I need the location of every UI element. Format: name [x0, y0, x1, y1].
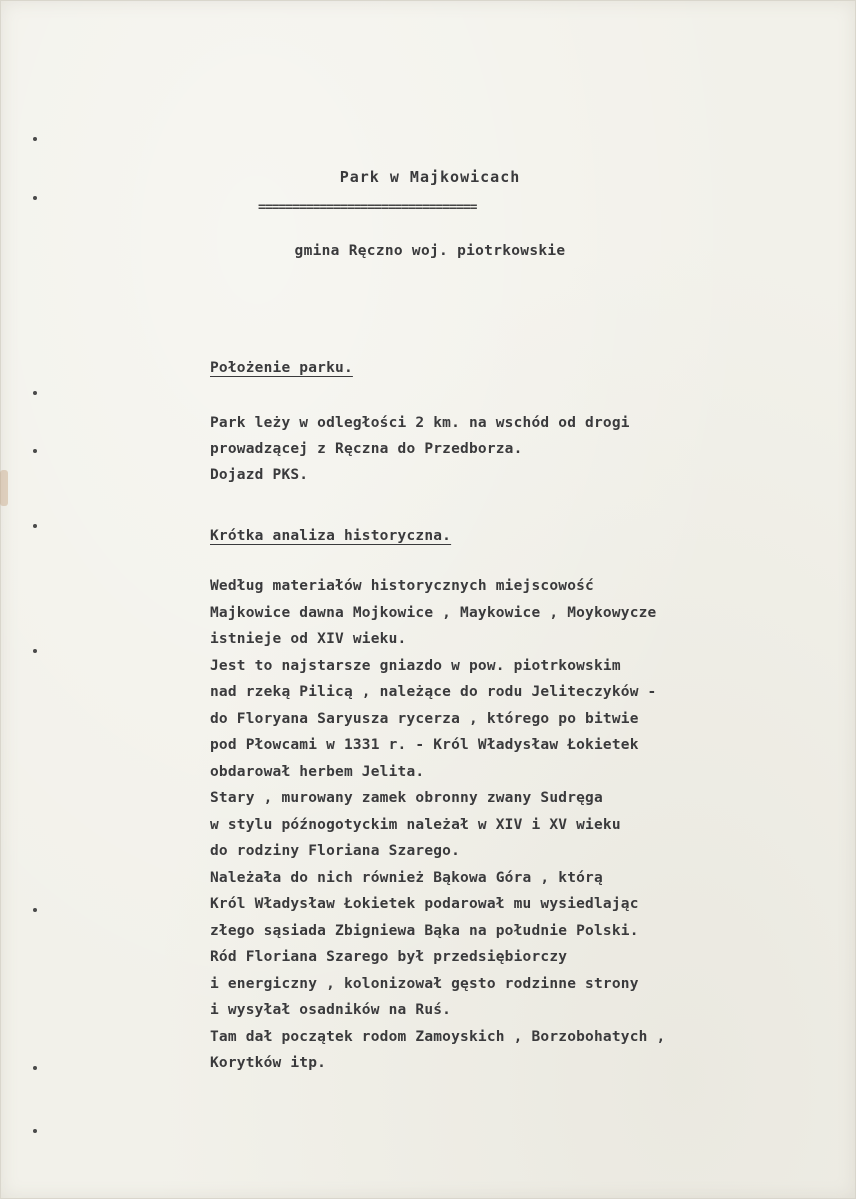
section-body-location — [210, 410, 770, 488]
paper-stain — [0, 470, 8, 506]
punch-mark — [33, 196, 37, 200]
text-line: Ród Floriana Szarego był przedsiębiorczy — [210, 949, 568, 965]
punch-mark — [33, 391, 37, 395]
text-line: złego sąsiada Zbigniewa Bąka na południe Polski. — [210, 922, 639, 939]
text-line: prowadzącej z Ręczna do Przedborza. — [210, 441, 523, 457]
punch-mark — [33, 524, 37, 528]
text-line: Dojazd PKS. — [210, 467, 309, 483]
text-line: Tam dał początek rodom Zamoyskich , Borzobohatych , — [210, 1028, 666, 1045]
text-line: pod Płowcami w 1331 r. - Król Władysław Łokietek — [210, 737, 639, 753]
text-line: w stylu późnogotyckim należał w XIV i XV wieku — [210, 816, 621, 833]
punch-mark — [33, 449, 37, 453]
section-body-history — [210, 573, 770, 1077]
text-line: Park leży w odległości 2 km. na wschód od drogi — [210, 415, 630, 431]
text-line: i energiczny , kolonizował gęsto rodzinne strony — [210, 975, 639, 992]
punch-mark — [33, 1066, 37, 1070]
punch-mark — [33, 649, 37, 653]
text-line: Król Władysław Łokietek podarował mu wysiedlając — [210, 896, 639, 912]
punch-mark — [33, 1129, 37, 1133]
text-line: Stary , murowany zamek obronny zwany Sudręga — [210, 790, 603, 806]
text-line: do Floryana Saryusza rycerza , którego po bitwie — [210, 710, 639, 727]
text-line: Należała do nich również Bąkowa Góra , którą — [210, 869, 603, 886]
text-line: Korytków itp. — [210, 1055, 327, 1071]
punch-mark — [33, 908, 37, 912]
text-line: do rodziny Floriana Szarego. — [210, 843, 461, 859]
section-heading-location: Położenie parku. — [210, 360, 353, 376]
text-line: istnieje od XIV wieku. — [210, 631, 407, 647]
text-line: obdarował herbem Jelita. — [210, 763, 425, 780]
page-subtitle: gmina Ręczno woj. piotrkowskie — [294, 243, 566, 259]
text-line: Według materiałów historycznych miejscowość — [210, 578, 594, 594]
text-line: Majkowice dawna Mojkowice , Maykowice , Moykowycze — [210, 604, 657, 621]
title-rule: ================================ — [258, 200, 477, 215]
page-title: Park w Majkowicach — [339, 168, 521, 186]
section-heading-history: Krótka analiza historyczna. — [210, 528, 452, 544]
text-line: i wysyłał osadników na Ruś. — [210, 1002, 452, 1018]
text-line: Jest to najstarsze gniazdo w pow. piotrkowskim — [210, 657, 621, 674]
text-line: nad rzeką Pilicą , należące do rodu Jeliteczyków - — [210, 684, 657, 700]
punch-mark — [33, 137, 37, 141]
